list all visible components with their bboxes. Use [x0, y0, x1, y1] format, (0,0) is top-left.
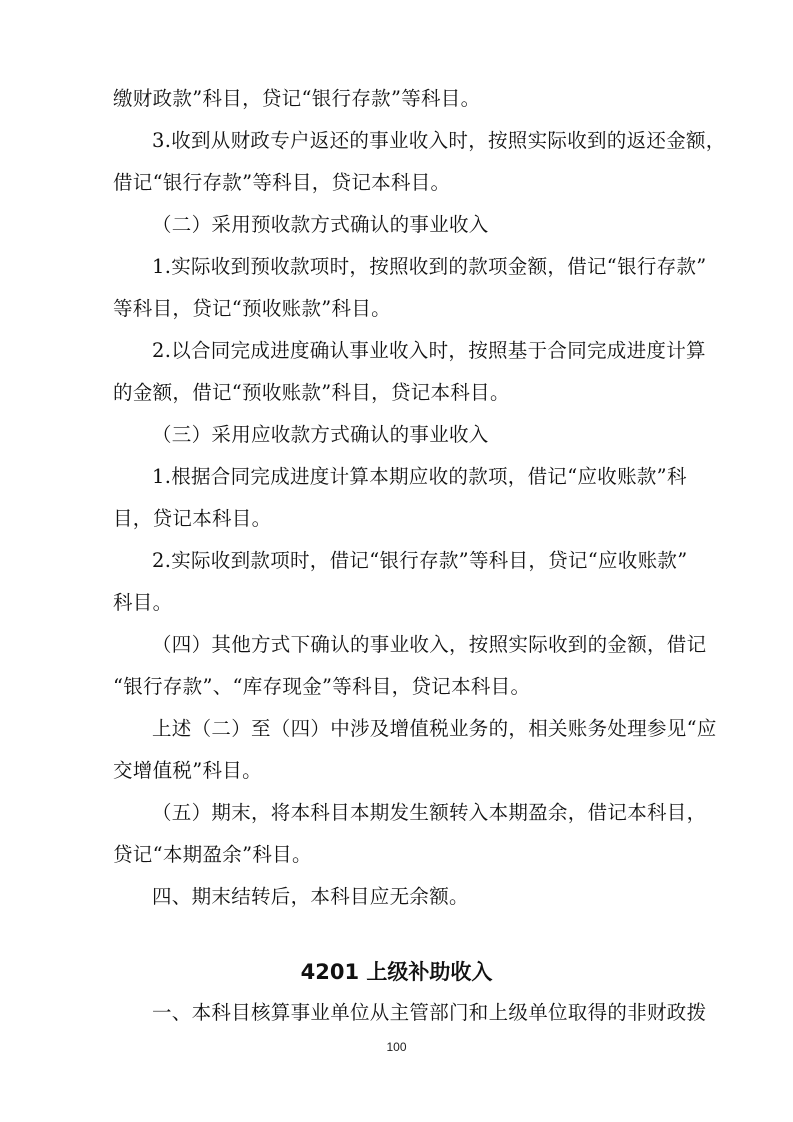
text-line: 科目。	[113, 591, 173, 614]
text-line: 2.以合同完成进度确认事业收入时，按照基于合同完成进度计算	[152, 339, 706, 362]
subsection-heading: （二）采用预收款方式确认的事业收入	[152, 213, 489, 236]
text-line: 交增值税”科目。	[113, 759, 262, 782]
text-line: “银行存款”、“库存现金”等科目，贷记本科目。	[113, 675, 531, 698]
text-line: 等科目，贷记“预收账款”科目。	[113, 297, 391, 320]
text-line: 缴财政款”科目，贷记“银行存款”等科目。	[113, 87, 481, 110]
text-line: 四、期末结转后，本科目应无余额。	[152, 885, 469, 908]
text-line: 贷记“本期盈余”科目。	[113, 843, 312, 866]
page-number: 100	[386, 1040, 407, 1054]
text-line: 借记“银行存款”等科目，贷记本科目。	[113, 171, 451, 194]
text-line: （五）期末，将本科目本期发生额转入本期盈余，借记本科目，	[152, 801, 707, 824]
text-line: 目，贷记本科目。	[113, 507, 272, 530]
text-line: 上述（二）至（四）中涉及增值税业务的，相关账务处理参见“应	[152, 717, 717, 740]
text-line: 2.实际收到款项时，借记“银行存款”等科目，贷记“应收账款”	[152, 549, 688, 572]
text-line: 1.实际收到预收款项时，按照收到的款项金额，借记“银行存款”	[152, 255, 707, 278]
text-line: 的金额，借记“预收账款”科目，贷记本科目。	[113, 381, 510, 404]
text-line: 一、本科目核算事业单位从主管部门和上级单位取得的非财政拨	[152, 1001, 707, 1024]
section-title: 4201 上级补助收入	[300, 960, 493, 984]
subsection-heading: （三）采用应收款方式确认的事业收入	[152, 423, 489, 446]
text-line: （四）其他方式下确认的事业收入，按照实际收到的金额，借记	[152, 633, 707, 656]
text-line: 3.收到从财政专户返还的事业收入时，按照实际收到的返还金额，	[152, 129, 726, 152]
text-line: 1.根据合同完成进度计算本期应收的款项，借记“应收账款”科	[152, 465, 687, 488]
